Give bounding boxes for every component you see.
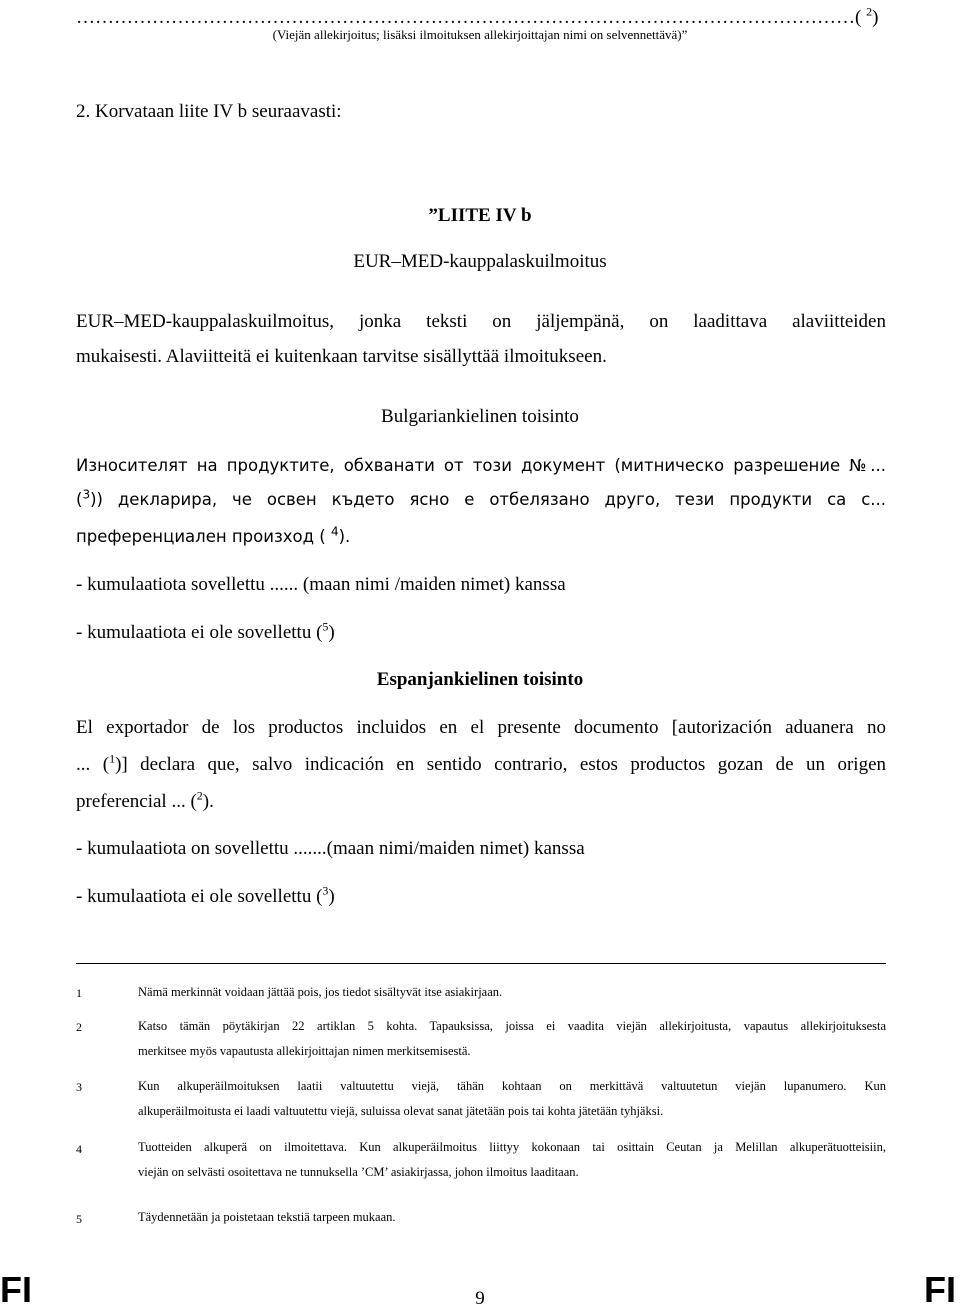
bulgarian-line-3-post: ). xyxy=(338,527,351,546)
footnote-separator xyxy=(76,963,886,964)
bulgarian-line-3 xyxy=(76,525,350,549)
spanish-line-2 xyxy=(76,753,886,777)
cumulation-not-post: ) xyxy=(328,886,335,907)
annex-subtitle: EUR–MED-kauppalaskuilmoitus xyxy=(353,251,607,272)
footnote-text xyxy=(138,1014,886,1064)
footnote-ref: 1 xyxy=(109,751,116,766)
bulgarian-line-2-post: )) декларира, че освен където ясно е отбелязано друго, тези продукти са с... xyxy=(90,490,886,509)
bulgarian-line-3-pre: преференциален произход ( xyxy=(76,527,331,546)
cumulation-not-post: ) xyxy=(328,622,335,643)
footnote-number: 4 xyxy=(76,1142,82,1156)
item-2-heading: 2. Korvataan liite IV b seuraavasti: xyxy=(76,101,342,122)
footnote-number: 2 xyxy=(76,1020,82,1034)
cumulation-not-pre: - kumulaatiota ei ole sovellettu ( xyxy=(76,622,323,643)
footnote-number: 3 xyxy=(76,1080,82,1094)
footnote-line: Täydennetään ja poistetaan tekstiä tarpeen mukaan. xyxy=(138,1210,396,1224)
footnote-line: Kun alkuperäilmoituksen laatii valtuutettu viejä, tähän kohtaan on merkittävä valtuutetun viejän lupanumero. Kun xyxy=(138,1079,886,1093)
bulgarian-line-1: Износителят на продуктите, обхванати от този документ (митническо разрешение №... xyxy=(76,456,886,475)
bulgarian-heading: Bulgariankielinen toisinto xyxy=(381,406,579,427)
bulgarian-line-2 xyxy=(76,488,886,512)
signature-dots-text: ……………………………………………………………………………………………………………( xyxy=(76,7,867,28)
spanish-line-3-pre: preferencial ... ( xyxy=(76,791,197,812)
footnote-number: 1 xyxy=(76,986,82,1000)
footnote-line: alkuperäilmoitusta ei laadi valtuutettu viejä, suluissa olevat sanat jätetään pois tai kohta jätetään tyhjäksi. xyxy=(138,1104,664,1118)
cumulation-not-pre: - kumulaatiota ei ole sovellettu ( xyxy=(76,886,323,907)
footnote-text xyxy=(138,1074,886,1124)
bulgarian-cumulation-applied: - kumulaatiota sovellettu ...... (maan nimi /maiden nimet) kanssa xyxy=(76,574,566,595)
signature-close-paren: ) xyxy=(872,7,879,28)
intro-line-1: EUR–MED-kauppalaskuilmoitus, jonka teksti on jäljempänä, on laadittava alaviitteiden xyxy=(76,311,886,332)
footnote-text xyxy=(138,1135,886,1185)
footnote-line: Nämä merkinnät voidaan jättää pois, jos tiedot sisältyvät itse asiakirjaan. xyxy=(138,985,503,999)
spanish-line-2-post: )] declara que, salvo indicación en sentido contrario, estos productos gozan de un origen xyxy=(115,754,887,775)
footnote-line: Katso tämän pöytäkirjan 22 artiklan 5 kohta. Tapauksissa, joissa ei vaadita viejän allekirjoitusta, vapautus allekirjoituksesta xyxy=(138,1019,886,1033)
spanish-heading: Espanjankielinen toisinto xyxy=(376,669,584,690)
footer-language-right: FI xyxy=(924,1269,956,1310)
spanish-line-3-post: ). xyxy=(202,791,214,812)
footnote-line: viejän on selvästi osoitettava ne tunnuksella ’CM’ asiakirjassa, johon ilmoitus laaditaan. xyxy=(138,1165,579,1179)
spanish-line-3 xyxy=(76,790,214,814)
footnote-ref: 2 xyxy=(196,788,203,803)
bulgarian-cumulation-not-applied xyxy=(76,621,335,645)
footnote-ref: 3 xyxy=(322,883,329,898)
spanish-cumulation-applied: - kumulaatiota on sovellettu .......(maan nimi/maiden nimet) kanssa xyxy=(76,838,585,859)
page-number: 9 xyxy=(475,1288,485,1309)
footnote-ref: 5 xyxy=(322,619,329,634)
intro-line-2: mukaisesti. Alaviitteitä ei kuitenkaan tarvitse sisällyttää ilmoitukseen. xyxy=(76,346,607,367)
footnote-text xyxy=(138,980,886,1005)
signature-caption: (Viejän allekirjoitus; lisäksi ilmoituksen allekirjoittajan nimi on selvennettävä)” xyxy=(272,27,688,42)
footnote-ref: 2 xyxy=(866,4,873,19)
footnote-ref: 3 xyxy=(82,487,91,502)
footnote-ref: 4 xyxy=(330,524,339,539)
spanish-line-1: El exportador de los productos incluidos en el presente documento [autorización aduanera no xyxy=(76,717,886,738)
footer-language-left: FI xyxy=(0,1269,32,1310)
annex-title: ”LIITE IV b xyxy=(428,205,532,226)
footnote-line: Tuotteiden alkuperä on ilmoitettava. Kun alkuperäilmoitus liittyy kokonaan tai osittain Ceutan ja Melillan alkuperätuotteisiin, xyxy=(138,1140,886,1154)
spanish-cumulation-not-applied xyxy=(76,885,335,909)
bulgarian-line-2-pre: ( xyxy=(76,490,83,509)
footnote-number: 5 xyxy=(76,1212,82,1226)
footnote-line: merkitsee myös vapautusta allekirjoittajan nimen merkitsemisestä. xyxy=(138,1044,471,1058)
footnote-text xyxy=(138,1205,886,1230)
spanish-line-2-pre: ... ( xyxy=(76,754,110,775)
